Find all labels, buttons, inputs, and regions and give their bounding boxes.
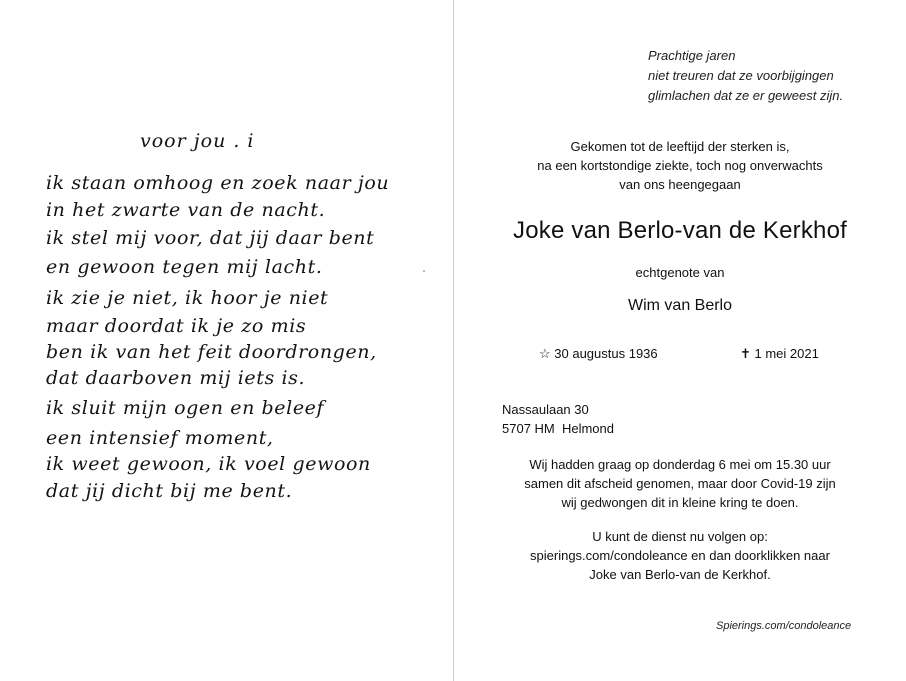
- notice-line: Joke van Berlo-van de Kerkhof.: [589, 567, 771, 582]
- intro-text: [454, 137, 906, 194]
- spouse-name: Wim van Berlo: [627, 297, 733, 314]
- poem-line: ik weet gewoon, ik voel gewoon: [46, 453, 371, 475]
- notice-line: wij gedwongen dit in kleine kring te doen.: [561, 495, 799, 510]
- address-street: Nassaulaan 30: [502, 402, 589, 417]
- notice-line: Wij hadden graag op donderdag 6 mei om 15.30 uur: [529, 457, 831, 472]
- fold-mark: [423, 270, 425, 272]
- motto-line: niet treuren dat ze voorbijgingen: [648, 68, 834, 83]
- notice-line: U kunt de dienst nu volgen op:: [592, 529, 768, 544]
- motto-line: glimlachen dat ze er geweest zijn.: [648, 88, 844, 103]
- intro-line: na een kortstondige ziekte, toch nog onverwachts: [537, 158, 823, 173]
- address: [502, 400, 614, 438]
- poem-line: een intensief moment,: [46, 427, 274, 449]
- intro-line: Gekomen tot de leeftijd der sterken is,: [570, 139, 790, 154]
- poem-title: voor jou . i: [140, 130, 255, 152]
- spouse-label: echtgenote van: [635, 265, 725, 280]
- death-date: ✝ 1 mei 2021: [740, 346, 819, 361]
- poem-line: dat jij dicht bij me bent.: [46, 480, 293, 502]
- motto-line: Prachtige jaren: [648, 48, 736, 63]
- birth-date: ☆ 30 augustus 1936: [539, 346, 658, 361]
- poem-line: ik sluit mijn ogen en beleef: [46, 397, 325, 419]
- deceased-name: Joke van Berlo-van de Kerkhof: [513, 217, 847, 244]
- poem-line: dat daarboven mij iets is.: [46, 367, 306, 389]
- footer-url: Spierings.com/condoleance: [716, 620, 852, 632]
- right-page-announcement: [454, 0, 906, 681]
- poem-line: ik stel mij voor, dat jij daar bent: [46, 227, 375, 249]
- poem-line: ik staan omhoog en zoek naar jou: [46, 172, 390, 194]
- poem-line: maar doordat ik je zo mis: [46, 315, 307, 337]
- address-city: 5707 HM Helmond: [502, 421, 614, 436]
- notice-line: spierings.com/condoleance en dan doorklikken naar: [530, 548, 830, 563]
- poem-line: in het zwarte van de nacht.: [46, 199, 326, 221]
- service-notice: [454, 455, 906, 512]
- notice-line: samen dit afscheid genomen, maar door Covid-19 zijn: [524, 476, 836, 491]
- poem-line: ik zie je niet, ik hoor je niet: [46, 287, 329, 309]
- poem-line: en gewoon tegen mij lacht.: [46, 256, 323, 278]
- poem-line: ben ik van het feit doordrongen,: [46, 341, 377, 363]
- motto: [648, 46, 843, 106]
- intro-line: van ons heengegaan: [619, 177, 741, 192]
- livestream-notice: [454, 527, 906, 584]
